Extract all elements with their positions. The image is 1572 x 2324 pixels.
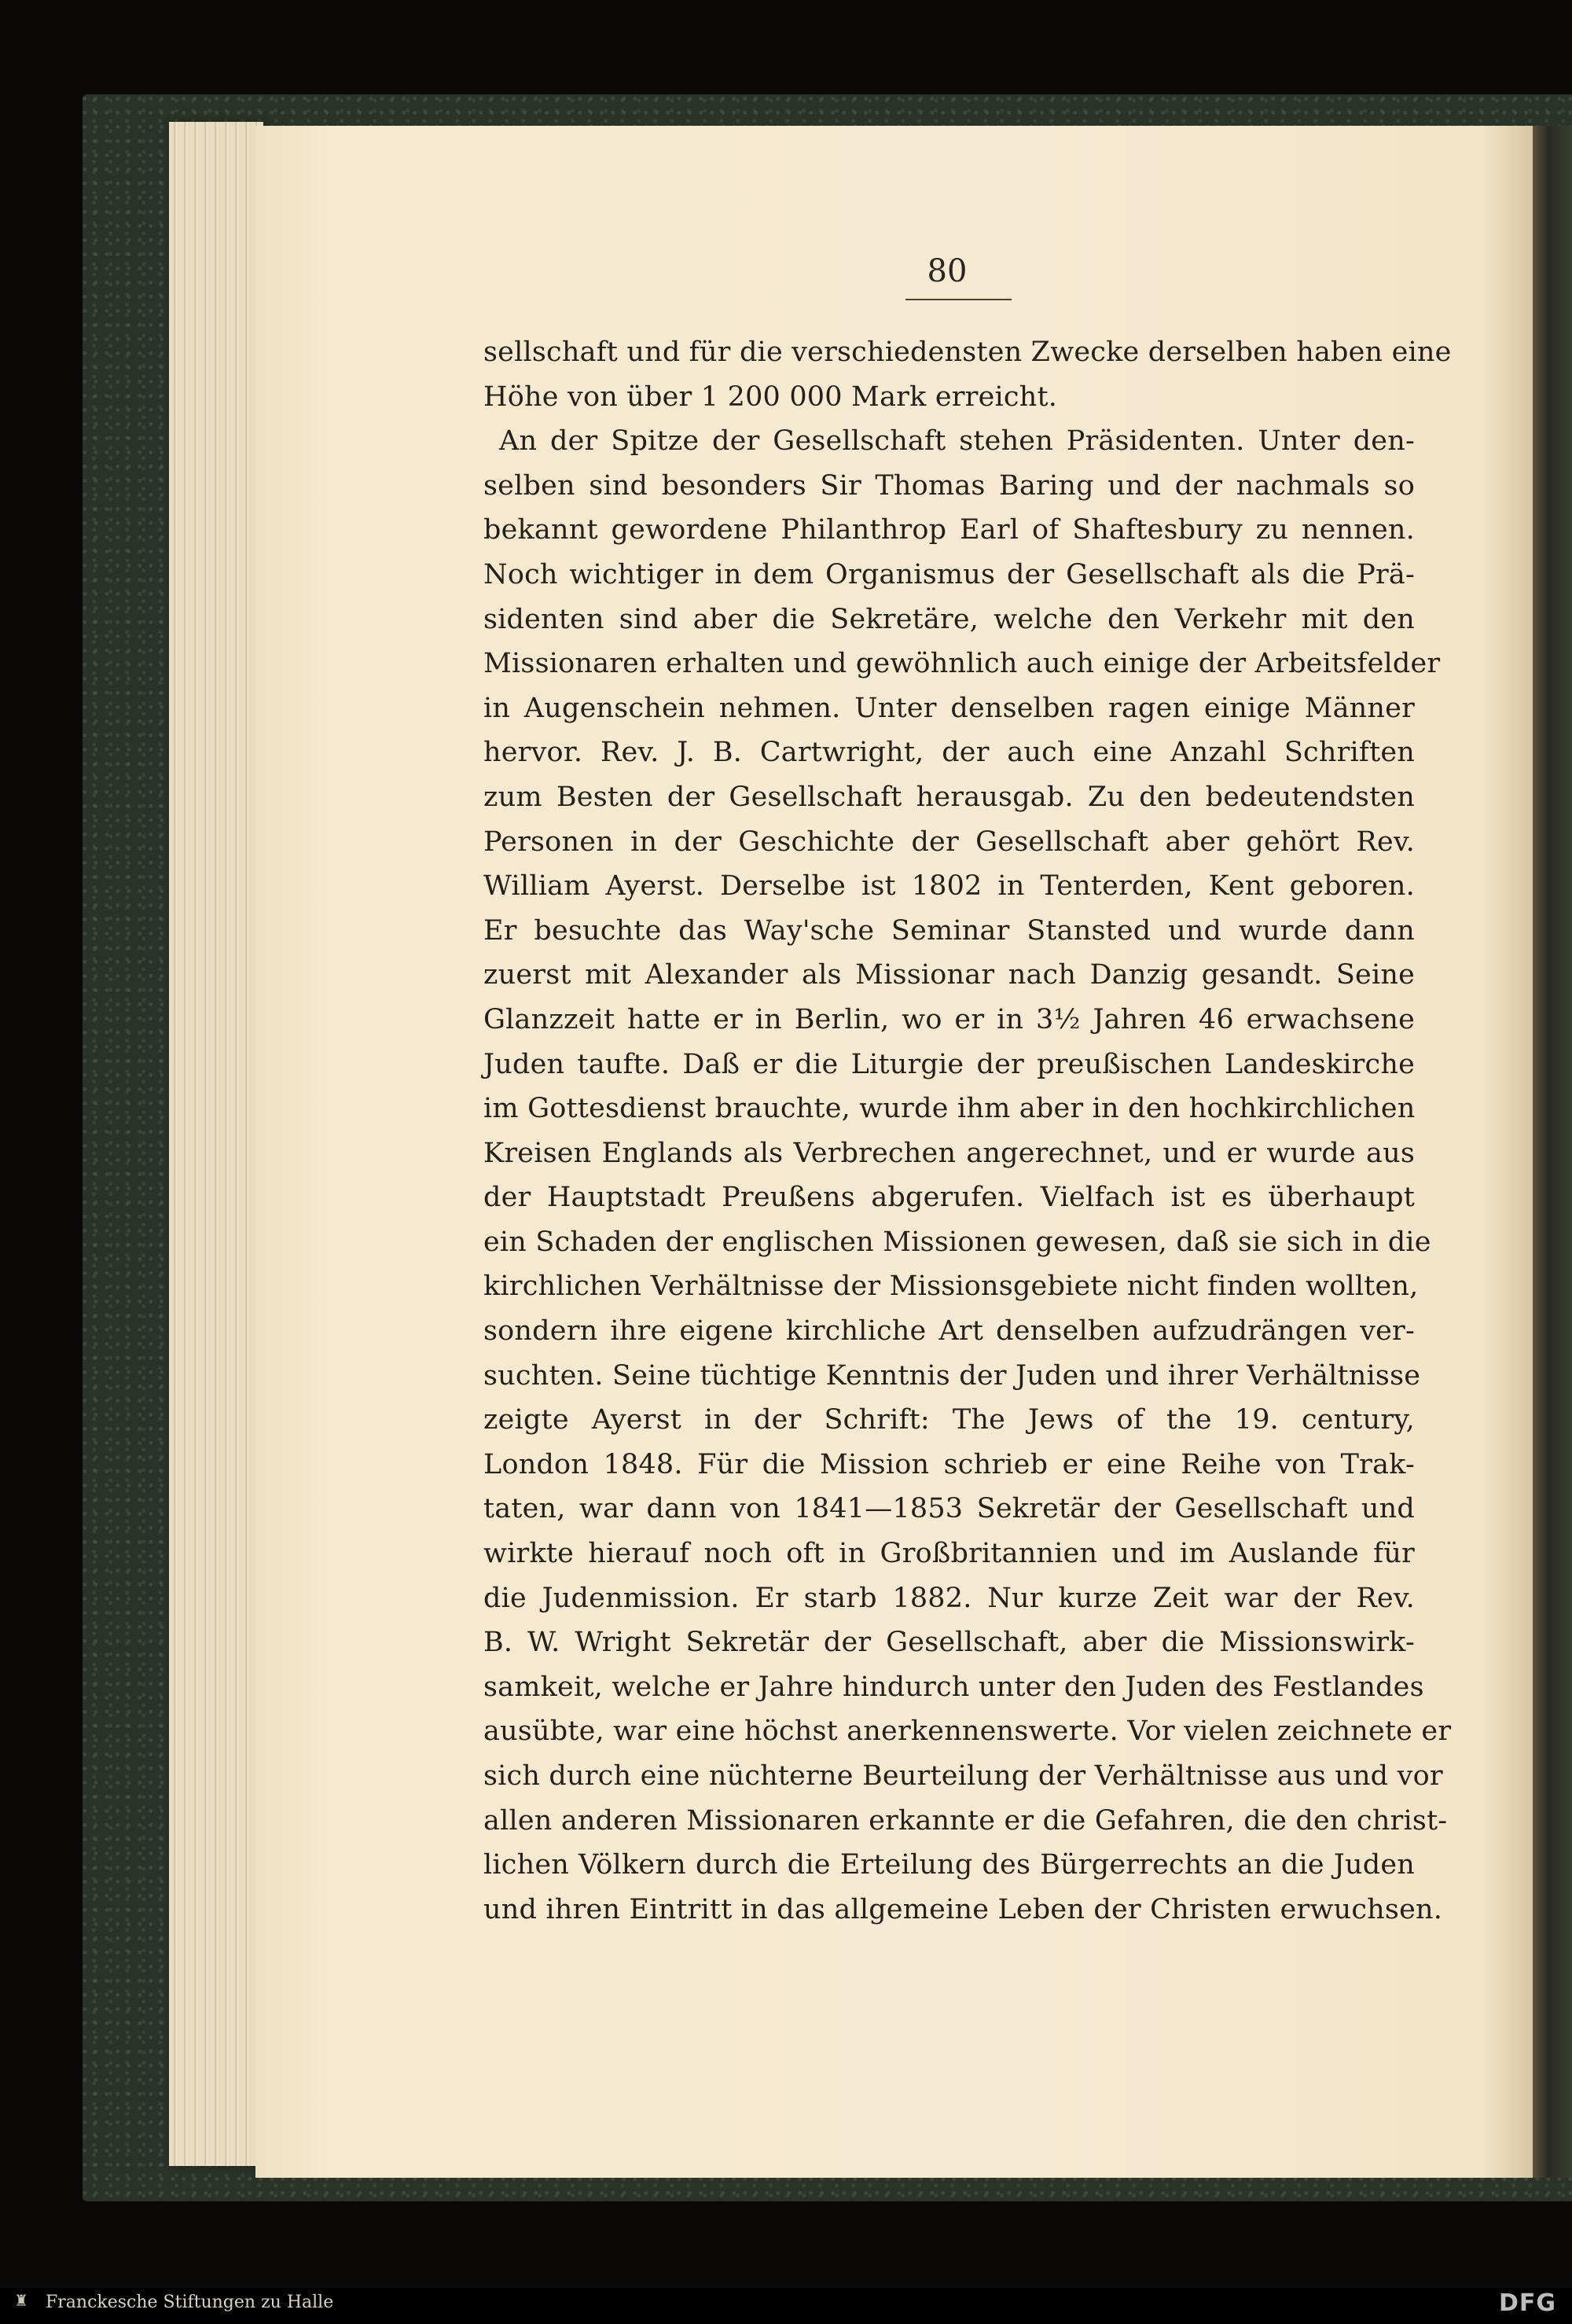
body-text [483,330,1452,1932]
institution-logo-icon: ♜ [14,2291,28,2310]
text-line: suchten. Seine tüchtige Kenntnis der Juden und ihrer Verhältnisse [483,1359,1421,1392]
text-line: London 1848. Für die Mission schrieb er eine Reihe von Trak- [483,1448,1415,1480]
text-line: Er besuchte das Way'sche Seminar Stansted und wurde dann [483,914,1415,947]
text-line: im Gottesdienst brauchte, wurde ihm aber in den hochkirchlichen [483,1093,1416,1125]
text-line: samkeit, welche er Jahre hindurch unter den Juden des Festlandes [483,1671,1424,1703]
text-line: taten, war dann von 1841—1853 Sekretär der Gesellschaft und [483,1493,1415,1525]
institution-name: Franckesche Stiftungen zu Halle [46,2293,334,2312]
book-spine-edge [1533,126,1572,2178]
text-line: An der Spitze der Gesellschaft stehen Präsidenten. Unter den- [499,425,1415,458]
text-line: sidenten sind aber die Sekretäre, welche den Verkehr mit den [483,603,1415,635]
text-line: der Hauptstadt Preußens abgerufen. Vielfach ist es überhaupt [483,1182,1415,1214]
text-line: kirchlichen Verhältnisse der Missionsgebiete nicht finden wollten, [483,1270,1419,1303]
page-number-rule [905,299,1012,300]
page-number: 80 [927,253,968,289]
text-line: William Ayerst. Derselbe ist 1802 in Tenterden, Kent geboren. [483,870,1415,903]
text-line: Glanzzeit hatte er in Berlin, wo er in 3½ Jahren 46 erwachsene [483,1003,1415,1035]
text-line: sich durch eine nüchterne Beurteilung der Verhältnisse aus und vor [483,1760,1443,1792]
text-line: ausübte, war eine höchst anerkennenswerte. Vor vielen zeichnete er [483,1715,1452,1748]
text-line: zuerst mit Alexander als Missionar nach Danzig gesandt. Seine [483,959,1415,991]
page-edges [169,122,263,2166]
text-line: selben sind besonders Sir Thomas Baring und der nachmals so [483,469,1415,502]
text-line: zeigte Ayerst in der Schrift: The Jews of the 19. century, [483,1404,1415,1436]
text-line: hervor. Rev. J. B. Cartwright, der auch eine Anzahl Schriften [483,737,1415,769]
text-line: ein Schaden der englischen Missionen gewesen, daß sie sich in die [483,1226,1431,1258]
text-line: Kreisen Englands als Verbrechen angerechnet, und er wurde aus [483,1137,1415,1169]
text-line: und ihren Eintritt in das allgemeine Leben der Christen erwuchsen. [483,1893,1443,1925]
text-line: zum Besten der Gesellschaft herausgab. Zu den bedeutendsten [483,781,1415,813]
text-line: sellschaft und für die verschiedensten Zwecke derselben haben eine [483,336,1452,368]
text-line: sondern ihre eigene kirchliche Art denselben aufzudrängen ver- [483,1315,1415,1348]
text-line: bekannt gewordene Philanthrop Earl of Shaftesbury zu nennen. [483,514,1415,546]
text-line: Personen in der Geschichte der Gesellschaft aber gehört Rev. [483,826,1415,858]
text-line: die Judenmission. Er starb 1882. Nur kurze Zeit war der Rev. [483,1582,1415,1614]
dfg-logo: DFG [1498,2289,1556,2317]
text-line: B. W. Wright Sekretär der Gesellschaft, aber die Missionswirk- [483,1627,1415,1659]
text-line: Höhe von über 1 200 000 Mark erreicht. [483,381,1058,413]
text-line: in Augenschein nehmen. Unter denselben ragen einige Männer [483,692,1415,724]
text-line: Noch wichtiger in dem Organismus der Gesellschaft als die Prä- [483,558,1415,590]
text-line: Juden taufte. Daß er die Liturgie der preußischen Landeskirche [483,1048,1415,1080]
text-line: Missionaren erhalten und gewöhnlich auch einige der Arbeitsfelder [483,648,1441,680]
text-line: lichen Völkern durch die Erteilung des Bürgerrechts an die Juden [483,1849,1415,1881]
text-line: wirkte hierauf noch oft in Großbritannien und im Auslande für [483,1538,1415,1570]
text-line: allen anderen Missionaren erkannte er die Gefahren, die den christ- [483,1804,1448,1837]
